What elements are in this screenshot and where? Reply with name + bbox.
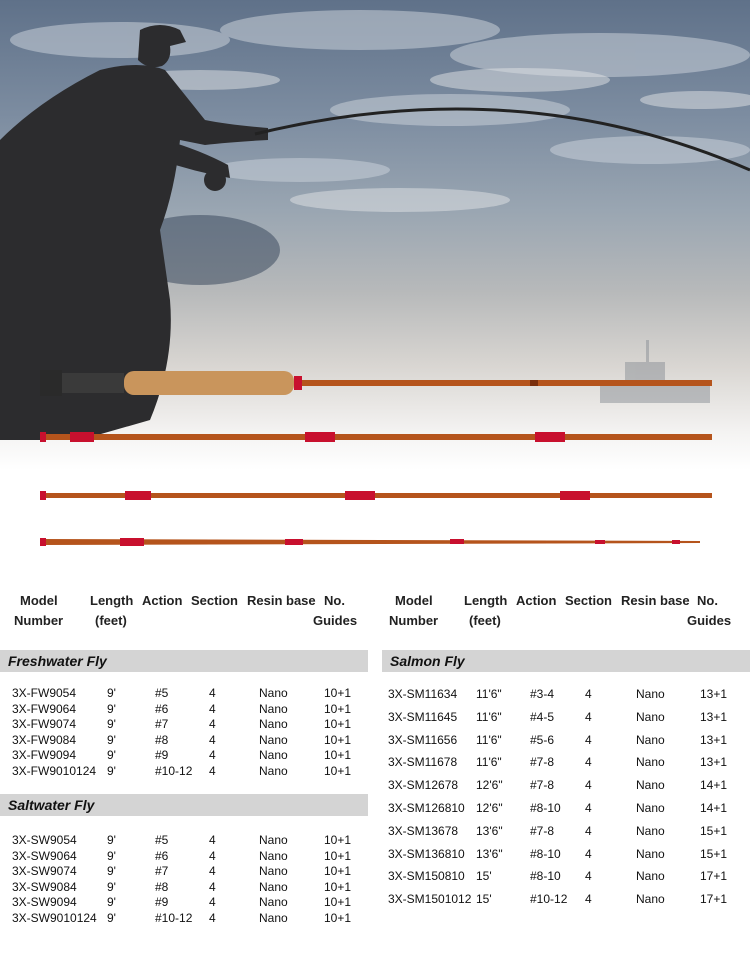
cell-action: #10-12 <box>155 911 193 925</box>
cell-section: 4 <box>209 879 216 894</box>
cell-guides: 10+1 <box>324 879 352 894</box>
cell-resin-base: Nano <box>259 848 288 863</box>
cell-action: #10-12 <box>155 764 193 778</box>
cell-section: 4 <box>209 748 216 763</box>
cell-action: #8-10 <box>530 846 561 861</box>
cell-length: 13'6" <box>476 823 503 838</box>
cell-section: 4 <box>585 755 592 770</box>
cell-guides: 10+1 <box>324 748 352 763</box>
cell-guides: 17+1 <box>700 892 728 907</box>
cell-model: 3X-SM136810 <box>388 846 465 861</box>
cell-model: 3X-FW9054 <box>12 686 77 700</box>
header-resin-base: Resin base <box>247 593 316 608</box>
cell-length: 9' <box>107 764 116 778</box>
cell-guides: 10+1 <box>324 701 352 716</box>
salmon-section-title: Salmon Fly <box>382 650 750 672</box>
cell-length: 9' <box>107 848 116 863</box>
cell-length: 9' <box>107 895 116 910</box>
header-no: No. <box>324 593 345 608</box>
header-resin-base-right: Resin base <box>621 593 690 608</box>
cell-guides: 10+1 <box>324 717 352 732</box>
cell-model: 3X-SW9010124 <box>12 911 97 925</box>
cell-length: 9' <box>107 864 116 879</box>
header-action: Action <box>142 593 183 608</box>
cell-resin-base: Nano <box>259 911 288 925</box>
cell-action: #8 <box>155 732 169 747</box>
cell-section: 4 <box>585 869 592 884</box>
cell-length: 9' <box>107 686 116 700</box>
cell-model: 3X-SM12678 <box>388 778 459 793</box>
cell-resin-base: Nano <box>636 778 665 793</box>
cell-resin-base: Nano <box>636 892 665 907</box>
cell-action: #5-6 <box>530 732 555 747</box>
cell-guides: 14+1 <box>700 778 728 793</box>
cell-section: 4 <box>209 833 216 847</box>
cell-action: #7 <box>155 864 169 879</box>
cell-resin-base: Nano <box>259 686 288 700</box>
cell-model: 3X-FW9064 <box>12 701 77 716</box>
cell-action: #7-8 <box>530 755 555 770</box>
cell-guides: 10+1 <box>324 864 352 879</box>
table-row <box>0 868 750 884</box>
cell-resin-base: Nano <box>259 717 288 732</box>
cell-guides: 10+1 <box>324 895 352 910</box>
cell-section: 4 <box>585 823 592 838</box>
table-row <box>0 846 750 862</box>
rod-sections-illustration <box>0 360 750 560</box>
header-length: Length <box>90 593 134 608</box>
cell-guides: 10+1 <box>324 848 352 863</box>
cell-action: #10-12 <box>530 892 568 907</box>
cell-length: 9' <box>107 833 116 847</box>
cell-section: 4 <box>209 864 216 879</box>
cell-guides: 10+1 <box>324 833 352 847</box>
cell-model: 3X-SW9054 <box>12 833 77 847</box>
cell-guides: 10+1 <box>324 686 352 700</box>
cell-resin-base: Nano <box>636 823 665 838</box>
cell-model: 3X-SW9084 <box>12 879 77 894</box>
cell-resin-base: Nano <box>259 864 288 879</box>
header-section: Section <box>191 593 238 608</box>
cell-section: 4 <box>209 732 216 747</box>
cell-length: 9' <box>107 717 116 732</box>
cell-action: #9 <box>155 748 169 763</box>
cell-length: 11'6" <box>476 732 502 747</box>
cell-guides: 17+1 <box>700 869 728 884</box>
cell-section: 4 <box>585 778 592 793</box>
header-number: Number <box>14 613 64 628</box>
table-row <box>0 891 750 907</box>
header-action-right: Action <box>516 593 557 608</box>
header-number-right: Number <box>389 613 439 628</box>
cell-resin-base: Nano <box>636 755 665 770</box>
cell-section: 4 <box>209 717 216 732</box>
cell-section: 4 <box>209 764 216 778</box>
header-feet: (feet) <box>95 613 127 628</box>
cell-model: 3X-SW9074 <box>12 864 77 879</box>
header-model-right: Model <box>395 593 433 608</box>
table-row <box>0 732 750 748</box>
cell-section: 4 <box>585 732 592 747</box>
cell-length: 11'6" <box>476 755 502 770</box>
cell-guides: 10+1 <box>324 764 352 778</box>
cell-guides: 10+1 <box>324 732 352 747</box>
cell-guides: 13+1 <box>700 732 728 747</box>
cell-length: 9' <box>107 701 116 716</box>
cell-length: 12'6" <box>476 801 503 815</box>
table-row <box>0 823 750 839</box>
rod-butt-section <box>40 370 712 396</box>
cell-model: 3X-SM11656 <box>388 732 458 747</box>
cell-action: #8-10 <box>530 801 561 815</box>
cell-action: #9 <box>155 895 169 910</box>
cell-guides: 13+1 <box>700 687 728 701</box>
table-row <box>0 800 750 816</box>
table-row <box>0 910 750 926</box>
table-row <box>0 709 750 725</box>
cell-model: 3X-SM11634 <box>388 687 458 701</box>
cell-section: 4 <box>209 895 216 910</box>
cell-model: 3X-SM150810 <box>388 869 465 884</box>
cell-action: #3-4 <box>530 687 555 701</box>
header-no-right: No. <box>697 593 718 608</box>
cell-section: 4 <box>585 892 592 907</box>
table-row <box>0 777 750 793</box>
cell-resin-base: Nano <box>259 732 288 747</box>
header-section-right: Section <box>565 593 612 608</box>
cell-resin-base: Nano <box>636 732 665 747</box>
cell-resin-base: Nano <box>636 709 665 724</box>
cell-resin-base: Nano <box>259 879 288 894</box>
cell-guides: 10+1 <box>324 911 352 925</box>
cell-action: #4-5 <box>530 709 555 724</box>
cell-model: 3X-SM11645 <box>388 709 458 724</box>
cell-model: 3X-FW9010124 <box>12 764 97 778</box>
cell-length: 11'6" <box>476 709 502 724</box>
cell-guides: 13+1 <box>700 709 728 724</box>
freshwater-section-title: Freshwater Fly <box>0 650 368 672</box>
header-feet-right: (feet) <box>469 613 501 628</box>
header-guides-right: Guides <box>687 613 732 628</box>
cell-action: #8 <box>155 879 169 894</box>
cell-model: 3X-FW9074 <box>12 717 77 732</box>
cell-section: 4 <box>209 701 216 716</box>
cell-section: 4 <box>585 709 592 724</box>
cell-section: 4 <box>585 846 592 861</box>
cell-section: 4 <box>585 687 592 701</box>
cell-guides: 15+1 <box>700 846 728 861</box>
cell-model: 3X-FW9084 <box>12 732 77 747</box>
header-guides: Guides <box>313 613 358 628</box>
cell-length: 9' <box>107 911 116 925</box>
table-row <box>0 754 750 770</box>
cell-section: 4 <box>209 911 216 925</box>
cell-length: 9' <box>107 879 116 894</box>
cell-resin-base: Nano <box>636 869 665 884</box>
cell-resin-base: Nano <box>636 687 665 701</box>
cell-model: 3X-SM126810 <box>388 801 465 815</box>
cell-model: 3X-SM1501012 <box>388 892 472 907</box>
cell-model: 3X-SW9064 <box>12 848 77 863</box>
cell-action: #6 <box>155 701 169 716</box>
cell-length: 13'6" <box>476 846 503 861</box>
cell-length: 15' <box>476 869 492 884</box>
cell-action: #5 <box>155 833 169 847</box>
rod-third-section <box>40 491 712 500</box>
header-length-right: Length <box>464 593 508 608</box>
cell-model: 3X-SW9094 <box>12 895 77 910</box>
cell-resin-base: Nano <box>636 846 665 861</box>
cell-length: 11'6" <box>476 687 502 701</box>
saltwater-section-title: Saltwater Fly <box>0 794 368 816</box>
cell-section: 4 <box>209 848 216 863</box>
cell-length: 12'6" <box>476 778 503 793</box>
cell-resin-base: Nano <box>259 833 288 847</box>
cell-resin-base: Nano <box>259 895 288 910</box>
cell-action: #7-8 <box>530 778 555 793</box>
cell-model: 3X-FW9094 <box>12 748 77 763</box>
cell-model: 3X-SM11678 <box>388 755 458 770</box>
cell-action: #6 <box>155 848 169 863</box>
rod-second-section <box>40 432 712 442</box>
cell-resin-base: Nano <box>636 801 665 815</box>
cell-length: 9' <box>107 748 116 763</box>
cell-resin-base: Nano <box>259 701 288 716</box>
cell-length: 9' <box>107 732 116 747</box>
cell-guides: 14+1 <box>700 801 728 815</box>
cell-guides: 13+1 <box>700 755 728 770</box>
cell-section: 4 <box>585 801 592 815</box>
cell-length: 15' <box>476 892 492 907</box>
cell-resin-base: Nano <box>259 748 288 763</box>
header-model: Model <box>20 593 58 608</box>
cell-resin-base: Nano <box>259 764 288 778</box>
cell-model: 3X-SM13678 <box>388 823 459 838</box>
table-row <box>0 686 750 702</box>
cell-section: 4 <box>209 686 216 700</box>
cell-action: #5 <box>155 686 169 700</box>
cell-action: #8-10 <box>530 869 561 884</box>
cell-action: #7 <box>155 717 169 732</box>
cell-guides: 15+1 <box>700 823 728 838</box>
cell-action: #7-8 <box>530 823 555 838</box>
rod-tip-section <box>40 538 700 546</box>
